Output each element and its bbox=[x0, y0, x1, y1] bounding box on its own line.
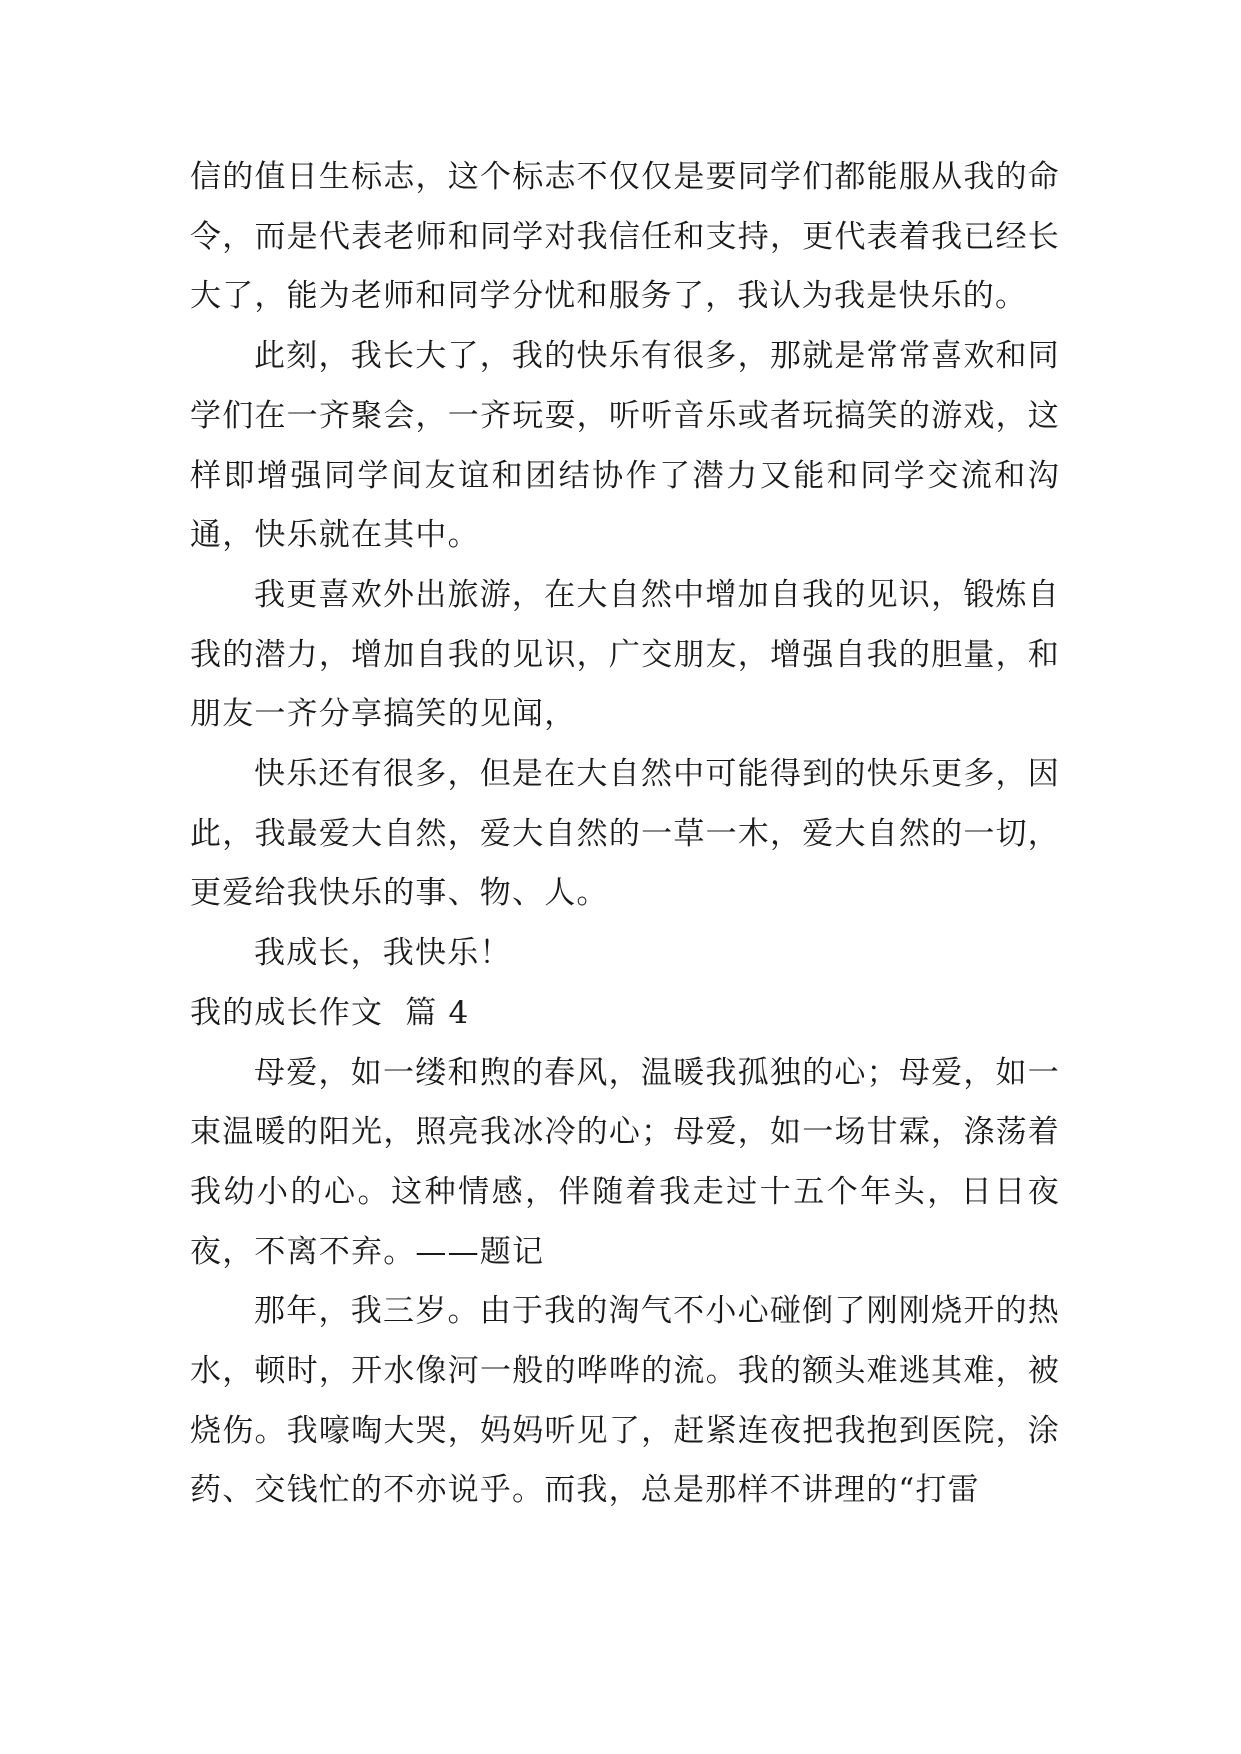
paragraph: 我成长，我快乐！ bbox=[254, 935, 512, 972]
paragraph: 那年，我三岁。由于我的淘气不小心碰倒了刚刚烧开的热水，顿时，开水像河一般的哗哗的流。我的额头难逃其难，被烧伤。我嚎啕大哭，妈妈听见了，赶紧连夜把我抱到医院，涂药、交钱忙的不亦说乎。而我，总是那样不讲理的“打雷 bbox=[190, 1293, 1060, 1509]
section-heading: 我的成长作文 篇 4 bbox=[190, 994, 470, 1031]
paragraph: 我更喜欢外出旅游，在大自然中增加自我的见识，锻炼自我的潜力，增加自我的见识，广交朋友，增强自我的胆量，和朋友一齐分享搞笑的见闻， bbox=[190, 576, 1060, 733]
document-page bbox=[190, 148, 1060, 1521]
paragraph: 快乐还有很多，但是在大自然中可能得到的快乐更多，因此，我最爱大自然，爱大自然的一草一木，爱大自然的一切，更爱给我快乐的事、物、人。 bbox=[190, 756, 1060, 912]
paragraph: 母爱，如一缕和煦的春风，温暖我孤独的心；母爱，如一束温暖的阳光，照亮我冰冷的心；母爱，如一场甘霖，涤荡着我幼小的心。这种情感，伴随着我走过十五个年头，日日夜夜，不离不弃。——题记 bbox=[190, 1054, 1060, 1270]
paragraph: 信的值日生标志，这个标志不仅仅是要同学们都能服从我的命令，而是代表老师和同学对我信任和支持，更代表着我已经长大了，能为老师和同学分忧和服务了，我认为我是快乐的。 bbox=[190, 159, 1060, 315]
paragraph: 此刻，我长大了，我的快乐有很多，那就是常常喜欢和同学们在一齐聚会，一齐玩耍，听听音乐或者玩搞笑的游戏，这样即增强同学间友谊和团结协作了潜力又能和同学交流和沟通，快乐就在其中。 bbox=[190, 338, 1060, 554]
